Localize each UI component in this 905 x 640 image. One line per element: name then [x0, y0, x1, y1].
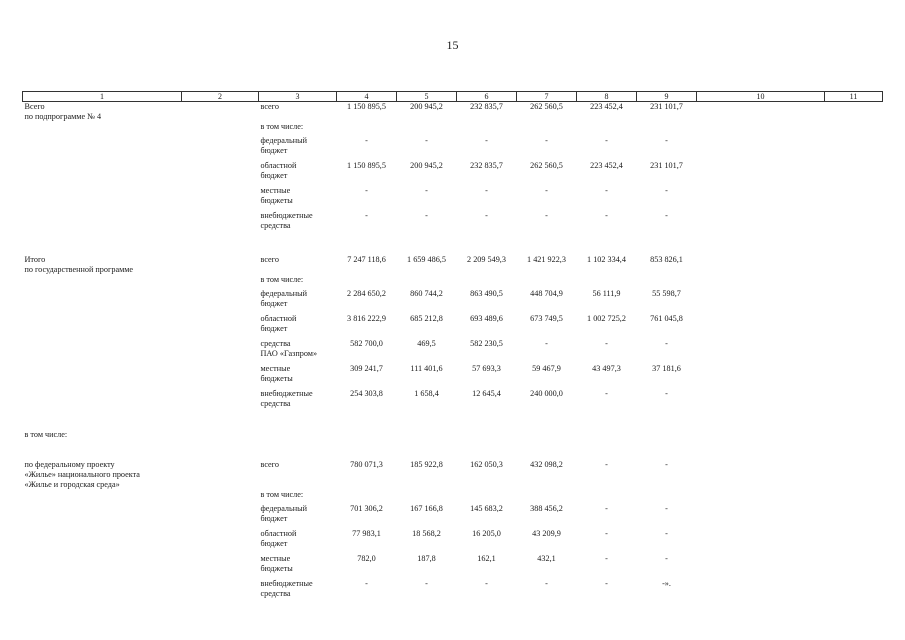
empty-cell [697, 339, 825, 364]
funding-source-line: федеральный [260, 289, 308, 298]
empty-cell [825, 275, 883, 289]
empty-cell [697, 529, 825, 554]
empty-cell [182, 136, 259, 161]
funding-source-line: федеральный [260, 136, 308, 145]
table-row [23, 255, 883, 275]
amount-cell: 853 826,1 [650, 255, 683, 264]
amount-cell: 469,5 [417, 339, 436, 348]
amount-cell [637, 122, 697, 136]
funding-source-line: всего [260, 102, 279, 111]
empty-cell [182, 122, 259, 136]
column-header: 4 [337, 92, 397, 102]
amount-cell: 448 704,9 [530, 289, 563, 298]
table-row [23, 289, 883, 314]
amount-cell: 582 230,5 [470, 339, 503, 348]
empty-cell [182, 186, 259, 211]
funding-source [259, 255, 337, 275]
empty-cell [397, 430, 457, 444]
amount-cell: 432 098,2 [530, 460, 563, 469]
amount-cell: - [365, 136, 368, 145]
amount-cell: - [605, 554, 608, 563]
section-title [23, 490, 182, 504]
funding-source [259, 554, 337, 579]
table-row [23, 161, 883, 186]
amount-cell: 43 497,3 [592, 364, 621, 373]
amount-cell: - [605, 389, 608, 398]
amount-cell: - [665, 554, 668, 563]
empty-cell [182, 529, 259, 554]
empty-cell [457, 430, 517, 444]
funding-source-line: бюджет [260, 146, 288, 155]
amount-cell: - [665, 339, 668, 348]
funding-source [259, 275, 337, 289]
amount-cell: 2 284 650,2 [347, 289, 386, 298]
amount-cell [397, 490, 457, 504]
amount-cell: - [545, 186, 548, 195]
amount-cell [517, 122, 577, 136]
funding-source-line: бюджет [260, 324, 288, 333]
amount-cell [577, 122, 637, 136]
empty-cell [182, 364, 259, 389]
amount-cell: 56 111,9 [592, 289, 621, 298]
funding-source-line: местные [260, 554, 291, 563]
column-header: 3 [259, 92, 337, 102]
empty-cell [182, 579, 259, 604]
amount-cell: - [545, 339, 548, 348]
section-title [23, 364, 182, 389]
funding-source [259, 339, 337, 364]
amount-cell [637, 490, 697, 504]
amount-cell: -». [662, 579, 671, 588]
amount-cell: 185 922,8 [410, 460, 443, 469]
funding-source [259, 102, 337, 123]
amount-cell: 223 452,4 [590, 102, 623, 111]
empty-cell [182, 339, 259, 364]
section-spacer [23, 236, 883, 255]
amount-cell: - [425, 136, 428, 145]
empty-cell [825, 389, 883, 414]
empty-cell [825, 339, 883, 364]
empty-cell [697, 430, 825, 444]
amount-cell: - [665, 136, 668, 145]
funding-source-line: бюджет [260, 171, 288, 180]
amount-cell: 162 050,3 [470, 460, 503, 469]
amount-cell: 231 101,7 [650, 161, 683, 170]
column-header: 10 [697, 92, 825, 102]
funding-source-line: местные [260, 186, 291, 195]
amount-cell: - [425, 211, 428, 220]
funding-source-line: средства [260, 589, 291, 598]
column-header: 7 [517, 92, 577, 102]
amount-cell: - [605, 460, 608, 469]
section-title-line: по государственной программе [24, 265, 134, 274]
section-title [23, 579, 182, 604]
section-title [23, 102, 182, 123]
amount-cell [577, 275, 637, 289]
funding-source-line: федеральный [260, 504, 308, 513]
funding-source [259, 364, 337, 389]
section-title [23, 554, 182, 579]
funding-source [259, 490, 337, 504]
amount-cell: 187,8 [417, 554, 436, 563]
section-title-line: «Жилье и городская среда» [24, 480, 120, 489]
table-row [23, 122, 883, 136]
amount-cell: - [605, 211, 608, 220]
column-header: 1 [23, 92, 182, 102]
amount-cell: - [605, 529, 608, 538]
funding-source [259, 579, 337, 604]
section-title [23, 339, 182, 364]
amount-cell [397, 122, 457, 136]
section-title-line: Всего [24, 102, 45, 111]
empty-cell [697, 364, 825, 389]
amount-cell: - [425, 186, 428, 195]
funding-source-line: средства [260, 221, 291, 230]
funding-source-line: в том числе: [260, 275, 304, 284]
empty-cell [697, 490, 825, 504]
funding-source-line: средства [260, 339, 291, 348]
amount-cell [457, 490, 517, 504]
amount-cell: - [605, 579, 608, 588]
column-header: 6 [457, 92, 517, 102]
column-header: 11 [825, 92, 883, 102]
amount-cell [457, 275, 517, 289]
table-row [23, 339, 883, 364]
empty-cell [182, 460, 259, 490]
section-title [23, 211, 182, 236]
amount-cell: - [665, 389, 668, 398]
section-title [23, 460, 182, 490]
amount-cell: 162,1 [477, 554, 496, 563]
empty-cell [825, 186, 883, 211]
amount-cell: 1 150 895,5 [347, 102, 386, 111]
funding-source [259, 186, 337, 211]
table-row [23, 430, 883, 444]
amount-cell: - [545, 136, 548, 145]
section-title [23, 289, 182, 314]
empty-cell [697, 389, 825, 414]
budget-table [22, 91, 883, 604]
column-header: 9 [637, 92, 697, 102]
amount-cell: 231 101,7 [650, 102, 683, 111]
amount-cell: 37 181,6 [652, 364, 681, 373]
empty-cell [182, 389, 259, 414]
table-row [23, 504, 883, 529]
amount-cell [397, 275, 457, 289]
funding-source-line: в том числе: [260, 490, 304, 499]
table-row [23, 186, 883, 211]
amount-cell: 7 247 118,6 [347, 255, 386, 264]
column-header: 2 [182, 92, 259, 102]
amount-cell: 43 209,9 [532, 529, 561, 538]
section-spacer [23, 414, 883, 430]
empty-cell [182, 289, 259, 314]
funding-source-line: бюджеты [260, 374, 293, 383]
funding-source-line: бюджет [260, 539, 288, 548]
empty-cell [697, 289, 825, 314]
amount-cell: - [365, 211, 368, 220]
empty-cell [825, 136, 883, 161]
amount-cell: 1 002 725,2 [587, 314, 626, 323]
amount-cell: 309 241,7 [350, 364, 383, 373]
empty-cell [825, 255, 883, 275]
empty-cell [825, 529, 883, 554]
amount-cell: 232 835,7 [470, 161, 503, 170]
empty-cell [825, 314, 883, 339]
column-header: 8 [577, 92, 637, 102]
amount-cell: 262 560,5 [530, 161, 563, 170]
funding-source-line: бюджет [260, 514, 288, 523]
amount-cell: - [665, 504, 668, 513]
amount-cell: 863 490,5 [470, 289, 503, 298]
funding-source [259, 136, 337, 161]
section-title [23, 255, 182, 275]
empty-cell [697, 504, 825, 529]
section-title [23, 529, 182, 554]
amount-cell: 232 835,7 [470, 102, 503, 111]
empty-cell [825, 122, 883, 136]
funding-source-line: бюджет [260, 299, 288, 308]
funding-source-line: областной [260, 161, 297, 170]
empty-cell [825, 430, 883, 444]
amount-cell [457, 122, 517, 136]
section-title-line: по федеральному проекту [24, 460, 115, 469]
empty-cell [697, 579, 825, 604]
amount-cell: 1 421 922,3 [527, 255, 566, 264]
empty-cell [825, 554, 883, 579]
empty-cell [182, 102, 259, 123]
empty-cell [825, 211, 883, 236]
amount-cell: - [605, 504, 608, 513]
amount-cell: 167 166,8 [410, 504, 443, 513]
section-title-line: Итого [24, 255, 46, 264]
amount-cell: 77 983,1 [352, 529, 381, 538]
funding-source-line: ПАО «Газпром» [260, 349, 318, 358]
table-body [23, 102, 883, 605]
empty-cell [182, 211, 259, 236]
funding-source [259, 529, 337, 554]
empty-cell [825, 289, 883, 314]
amount-cell: - [605, 339, 608, 348]
amount-cell: 240 000,0 [530, 389, 563, 398]
amount-cell: 12 645,4 [472, 389, 501, 398]
empty-cell [182, 161, 259, 186]
amount-cell: 262 560,5 [530, 102, 563, 111]
empty-cell [337, 430, 397, 444]
amount-cell: - [485, 579, 488, 588]
funding-source [259, 314, 337, 339]
empty-cell [637, 430, 697, 444]
amount-cell: 55 598,7 [652, 289, 681, 298]
amount-cell: 582 700,0 [350, 339, 383, 348]
amount-cell [337, 122, 397, 136]
amount-cell: 685 212,8 [410, 314, 443, 323]
amount-cell: 673 749,5 [530, 314, 563, 323]
amount-cell: 761 045,8 [650, 314, 683, 323]
amount-cell [337, 275, 397, 289]
empty-cell [697, 102, 825, 123]
funding-source-line: областной [260, 314, 297, 323]
amount-cell [517, 490, 577, 504]
amount-cell: 200 945,2 [410, 102, 443, 111]
section-title [23, 161, 182, 186]
empty-cell [182, 490, 259, 504]
amount-cell: 780 071,3 [350, 460, 383, 469]
amount-cell: 1 659 486,5 [407, 255, 446, 264]
funding-source-line: местные [260, 364, 291, 373]
table-row [23, 579, 883, 604]
amount-cell: - [365, 579, 368, 588]
table-row [23, 389, 883, 414]
amount-cell: 223 452,4 [590, 161, 623, 170]
empty-cell [182, 504, 259, 529]
funding-source-line: бюджеты [260, 196, 293, 205]
amount-cell: 860 744,2 [410, 289, 443, 298]
amount-cell: 145 683,2 [470, 504, 503, 513]
table-row [23, 490, 883, 504]
amount-cell: - [485, 136, 488, 145]
amount-cell: 18 568,2 [412, 529, 441, 538]
section-title [23, 275, 182, 289]
section-title-line: «Жилье» национального проекта [24, 470, 140, 479]
table-row [23, 275, 883, 289]
empty-cell [697, 211, 825, 236]
amount-cell: - [665, 529, 668, 538]
table-row [23, 314, 883, 339]
table-row [23, 364, 883, 389]
table-row [23, 136, 883, 161]
amount-cell: 432,1 [537, 554, 556, 563]
amount-cell: - [425, 579, 428, 588]
amount-cell: - [665, 211, 668, 220]
amount-cell: - [605, 186, 608, 195]
section-title [23, 136, 182, 161]
amount-cell: 3 816 222,9 [347, 314, 386, 323]
amount-cell [517, 275, 577, 289]
funding-source [259, 289, 337, 314]
amount-cell: 111 401,6 [410, 364, 443, 373]
amount-cell: 388 456,2 [530, 504, 563, 513]
funding-source-line: внебюджетные [260, 389, 313, 398]
empty-cell [697, 460, 825, 490]
amount-cell: 782,0 [357, 554, 376, 563]
empty-cell [182, 314, 259, 339]
amount-cell: 693 489,6 [470, 314, 503, 323]
empty-cell [697, 554, 825, 579]
table-row [23, 211, 883, 236]
funding-source [259, 504, 337, 529]
amount-cell: 1 150 895,5 [347, 161, 386, 170]
empty-cell [825, 460, 883, 490]
empty-cell [697, 122, 825, 136]
amount-cell: 254 303,8 [350, 389, 383, 398]
section-title-line: по подпрограмме № 4 [24, 112, 102, 121]
amount-cell: 2 209 549,3 [467, 255, 506, 264]
section-spacer [23, 444, 883, 460]
table-row [23, 102, 883, 123]
table-row [23, 529, 883, 554]
empty-cell [825, 504, 883, 529]
funding-source-line: областной [260, 529, 297, 538]
empty-cell [697, 255, 825, 275]
funding-source [259, 211, 337, 236]
section-title [23, 504, 182, 529]
section-title [23, 430, 182, 444]
amount-cell: - [545, 579, 548, 588]
empty-cell [825, 490, 883, 504]
empty-cell [825, 364, 883, 389]
amount-cell: 701 306,2 [350, 504, 383, 513]
header-row [23, 92, 883, 102]
amount-cell: 1 102 334,4 [587, 255, 626, 264]
funding-source [259, 122, 337, 136]
empty-cell [259, 430, 337, 444]
empty-cell [577, 430, 637, 444]
section-title [23, 314, 182, 339]
funding-source-line: в том числе: [260, 122, 304, 131]
empty-cell [697, 136, 825, 161]
amount-cell: 59 467,9 [532, 364, 561, 373]
empty-cell [697, 161, 825, 186]
amount-cell: 16 205,0 [472, 529, 501, 538]
empty-cell [182, 255, 259, 275]
section-title [23, 186, 182, 211]
funding-source [259, 389, 337, 414]
amount-cell [337, 490, 397, 504]
funding-source [259, 161, 337, 186]
amount-cell: - [485, 211, 488, 220]
amount-cell: - [545, 211, 548, 220]
funding-source [259, 460, 337, 490]
section-title-line: в том числе: [24, 430, 68, 439]
funding-source-line: всего [260, 255, 279, 264]
funding-source-line: бюджеты [260, 564, 293, 573]
empty-cell [517, 430, 577, 444]
funding-source-line: внебюджетные [260, 579, 313, 588]
amount-cell: - [665, 460, 668, 469]
page-number: 15 [446, 38, 459, 52]
empty-cell [825, 161, 883, 186]
empty-cell [182, 275, 259, 289]
section-title [23, 122, 182, 136]
amount-cell: - [665, 186, 668, 195]
empty-cell [825, 102, 883, 123]
funding-source-line: средства [260, 399, 291, 408]
amount-cell: 200 945,2 [410, 161, 443, 170]
amount-cell [637, 275, 697, 289]
empty-cell [697, 314, 825, 339]
section-title [23, 389, 182, 414]
amount-cell: 1 658,4 [414, 389, 439, 398]
funding-source-line: всего [260, 460, 279, 469]
amount-cell: - [605, 136, 608, 145]
empty-cell [182, 554, 259, 579]
column-header: 5 [397, 92, 457, 102]
empty-cell [697, 275, 825, 289]
empty-cell [697, 186, 825, 211]
table-row [23, 460, 883, 490]
amount-cell [577, 490, 637, 504]
amount-cell: - [365, 186, 368, 195]
empty-cell [182, 430, 259, 444]
amount-cell: 57 693,3 [472, 364, 501, 373]
funding-source-line: внебюджетные [260, 211, 313, 220]
empty-cell [825, 579, 883, 604]
table-row [23, 554, 883, 579]
amount-cell: - [485, 186, 488, 195]
